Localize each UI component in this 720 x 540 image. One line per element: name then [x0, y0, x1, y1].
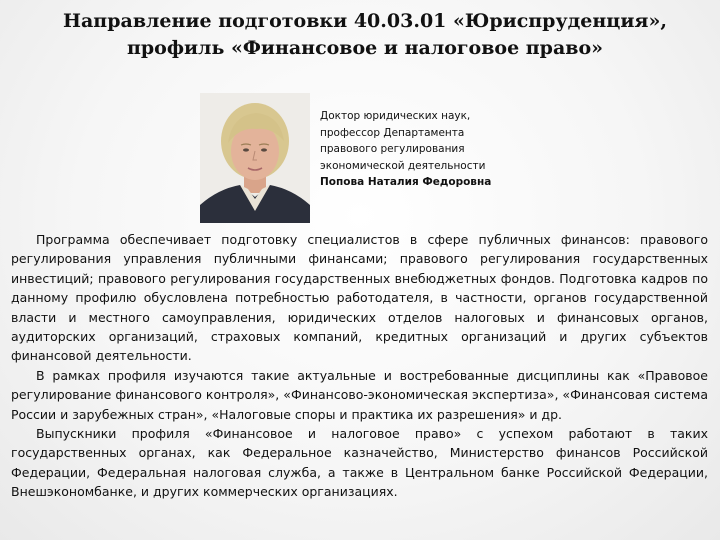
paragraph-disciplines: В рамках профиля изучаются такие актуальные и востребованные дисциплины как «Правовое регулирование финансового контроля», «Финансово-экономическая экспертиза», «Финансовая система России и зарубежных стран», «Налоговые споры и практика их разрешения» и др. — [11, 367, 708, 422]
bio-department-cont: экономической деятельности — [320, 159, 486, 172]
page-title — [20, 8, 710, 62]
bio-name: Попова Наталия Федоровна — [320, 176, 492, 188]
paragraph-program: Программа обеспечивает подготовку специалистов в сфере публичных финансов: правового регулирования управления публичными финансами; правового регулирования государственных инвестиций; правового регулирования государственных внебюджетных фондов. Подготовка кадров по данному профилю обусловлена потребностью работодателя, в частности, органов государственной власти и местного самоуправления, юридических отделов налоговых и финансовых органов, аудиторских организаций, страховых компаний, кредитных организаций и других субъектов финансовой деятельности. — [11, 232, 708, 364]
bio-department: правового регулирования — [320, 143, 465, 155]
title-line-1: Направление подготовки 40.03.01 «Юриспруденция», — [63, 10, 667, 32]
portrait-illustration — [200, 93, 310, 223]
program-description — [11, 230, 708, 502]
bio-position: профессор Департамента — [320, 126, 465, 139]
author-bio — [320, 108, 550, 191]
portrait-photo — [200, 93, 310, 223]
paragraph-graduates: Выпускники профиля «Финансовое и налоговое право» с успехом работают в таких государственных органах, как Федеральное казначейство, Министерство финансов Российской Федерации, Федеральная налоговая служба, а также в Центральном банке Российской Федерации, Внешэкономбанке, и других коммерческих организациях. — [11, 426, 708, 500]
title-line-2: профиль «Финансовое и налоговое право» — [126, 37, 604, 59]
bio-degree: Доктор юридических наук, — [320, 110, 471, 122]
